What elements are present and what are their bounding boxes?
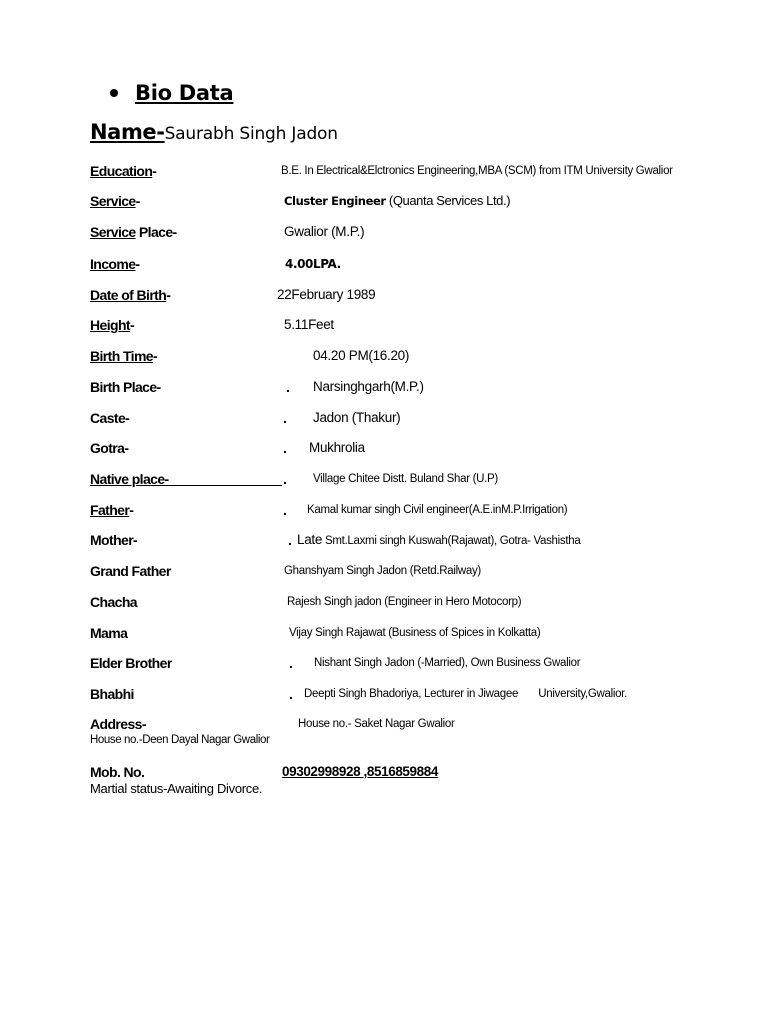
native-place-label-text: Native place- xyxy=(90,471,169,487)
page-title: Bio Data xyxy=(135,81,234,105)
mother-value xyxy=(297,530,580,551)
bullet-icon xyxy=(110,89,118,97)
elder-brother-label: Elder Brother xyxy=(90,655,172,671)
chacha-value: Rajesh Singh jadon (Engineer in Hero Motocorp) xyxy=(287,596,522,608)
birth-time-label xyxy=(90,346,157,366)
height-label-text: Height xyxy=(90,317,130,333)
bhabhi-row xyxy=(0,684,768,708)
service-place-label xyxy=(90,222,177,242)
grand-father-value: Ghanshyam Singh Jadon (Retd.Railway) xyxy=(284,565,481,577)
caste-dot: . xyxy=(283,410,287,426)
father-row xyxy=(0,500,768,524)
native-place-label xyxy=(90,469,169,489)
address-value: House no.- Saket Nagar Gwalior xyxy=(298,718,455,730)
birth-time-value: 04.20 PM(16.20) xyxy=(313,348,410,363)
service-place-row xyxy=(0,222,768,246)
birth-place-value: Narsinghgarh(M.P.) xyxy=(313,379,424,394)
service-label-text: Service xyxy=(90,193,136,209)
title-row xyxy=(110,78,233,108)
dob-label-text: Date of Birth xyxy=(90,287,167,303)
name-row xyxy=(90,120,338,150)
income-row xyxy=(0,254,768,278)
birth-place-dot: . xyxy=(286,379,290,395)
birth-time-label-suffix: - xyxy=(152,348,158,364)
gotra-label: Gotra- xyxy=(90,440,129,456)
gotra-row xyxy=(0,438,768,462)
height-value: 5.11Feet xyxy=(284,317,334,332)
bhabhi-value: Deepti Singh Bhadoriya, Lecturer in Jiwagee University,Gwalior. xyxy=(304,688,627,700)
native-place-value: Village Chitee Distt. Buland Shar (U.P) xyxy=(313,473,498,485)
native-place-row xyxy=(0,469,768,493)
education-value: B.E. In Electrical&Elctronics Engineering,MBA (SCM) from ITM University Gwalior xyxy=(281,165,673,177)
native-place-underline xyxy=(164,485,282,486)
dob-value: 22February 1989 xyxy=(277,287,376,302)
bhabhi-dot: . xyxy=(289,686,293,702)
mother-value-lead: Late xyxy=(297,532,323,547)
dob-label-suffix: - xyxy=(166,287,171,303)
mother-dot: . xyxy=(288,532,292,548)
height-label-suffix: - xyxy=(129,317,135,333)
income-value: 4.00LPA. xyxy=(285,257,341,271)
father-dot: . xyxy=(283,502,287,518)
name-label: Name- xyxy=(90,120,165,144)
birth-place-label: Birth Place- xyxy=(90,379,161,395)
mother-value-rest: Smt.Laxmi singh Kuswah(Rajawat), Gotra- Vashistha xyxy=(322,535,581,547)
service-row xyxy=(0,191,768,215)
service-place-value: Gwalior (M.P.) xyxy=(284,224,365,239)
mama-row xyxy=(0,623,768,647)
service-place-label-text: Service xyxy=(90,224,136,240)
native-place-dot: . xyxy=(283,471,287,487)
gotra-dot: . xyxy=(283,440,287,456)
service-title: Cluster Engineer xyxy=(284,194,386,208)
grand-father-label: Grand Father xyxy=(90,563,171,579)
birth-place-row xyxy=(0,377,768,401)
father-label-text: Father xyxy=(90,502,130,518)
caste-value: Jadon (Thakur) xyxy=(313,410,401,425)
income-label-text: Income xyxy=(90,256,136,272)
address-label: Address- xyxy=(90,716,146,732)
mama-value: Vijay Singh Rajawat (Business of Spices in Kolkatta) xyxy=(289,627,541,639)
height-row xyxy=(0,315,768,339)
education-label-suffix: - xyxy=(152,163,157,179)
caste-label: Caste- xyxy=(90,410,130,426)
service-label xyxy=(90,191,140,211)
mother-label: Mother- xyxy=(90,532,138,548)
chacha-label: Chacha xyxy=(90,594,137,610)
mobile-value: 09302998928 ,8516859884 xyxy=(282,764,438,779)
income-label xyxy=(90,254,139,274)
marital-status: Martial status-Awaiting Divorce. xyxy=(90,781,263,796)
bhabhi-label: Bhabhi xyxy=(90,686,134,702)
father-value: Kamal kumar singh Civil engineer(A.E.inM.P.Irrigation) xyxy=(307,504,568,516)
gotra-value: Mukhrolia xyxy=(309,440,365,455)
elder-brother-dot: . xyxy=(289,655,293,671)
income-label-suffix: - xyxy=(135,256,140,272)
dob-row xyxy=(0,285,768,309)
mama-label: Mama xyxy=(90,625,128,641)
chacha-row xyxy=(0,592,768,616)
service-value xyxy=(284,191,510,211)
education-row xyxy=(0,161,768,185)
grand-father-row xyxy=(0,561,768,585)
service-label-suffix: - xyxy=(135,193,140,209)
service-place-label-suffix: Place- xyxy=(135,224,177,240)
birth-time-label-text: Birth Time xyxy=(90,348,153,364)
elder-brother-row xyxy=(0,653,768,677)
mother-row xyxy=(0,530,768,554)
name-value: Saurabh Singh Jadon xyxy=(164,124,338,144)
height-label xyxy=(90,315,134,335)
dob-label xyxy=(90,285,170,305)
address-secondary: House no.-Deen Dayal Nagar Gwalior xyxy=(90,734,270,746)
caste-row xyxy=(0,408,768,432)
education-label xyxy=(90,161,156,181)
service-company: (Quanta Services Ltd.) xyxy=(385,193,511,208)
father-label-suffix: - xyxy=(129,502,134,518)
father-label xyxy=(90,500,133,520)
mobile-label: Mob. No. xyxy=(90,764,145,780)
birth-time-row xyxy=(0,346,768,370)
education-label-text: Education xyxy=(90,163,153,179)
elder-brother-value: Nishant Singh Jadon (-Married), Own Business Gwalior xyxy=(314,657,581,669)
